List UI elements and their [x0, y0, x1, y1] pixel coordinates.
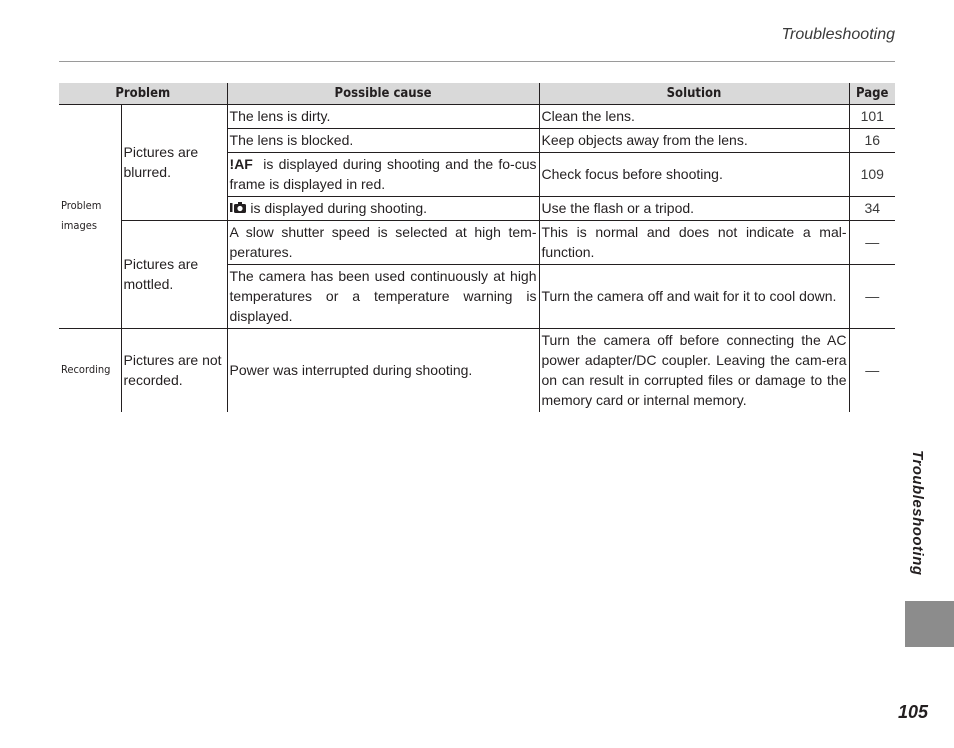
troubleshooting-table	[59, 83, 895, 412]
table-row	[59, 329, 895, 413]
focus-warning-icon: !AF	[229, 156, 253, 172]
side-section-tab	[905, 601, 954, 647]
page-cell: 34	[849, 197, 895, 221]
page-cell: 109	[849, 153, 895, 197]
solution-cell: Keep objects away from the lens.	[539, 129, 849, 153]
cause-cell: The camera has been used continuously at high temperatures or a temperature warning is displayed.	[227, 265, 539, 329]
column-header-solution: Solution	[539, 83, 849, 105]
solution-cell: This is normal and does not indicate a mal-function.	[539, 221, 849, 265]
problem-cell: Pictures are blurred.	[121, 105, 227, 221]
table-header-row	[59, 83, 895, 105]
cause-cell: The lens is dirty.	[227, 105, 539, 129]
solution-cell: Check focus before shooting.	[539, 153, 849, 197]
cause-cell: Power was interrupted during shooting.	[227, 329, 539, 413]
problem-cell: Pictures are not recorded.	[121, 329, 227, 413]
page-cell: 101	[849, 105, 895, 129]
page-number: 105	[898, 702, 929, 722]
cause-cell	[227, 153, 539, 197]
side-section-label: Troubleshooting	[909, 450, 926, 576]
page-cell: —	[849, 221, 895, 265]
table-row	[59, 221, 895, 265]
cause-cell: The lens is blocked.	[227, 129, 539, 153]
solution-cell: Turn the camera off and wait for it to cool down.	[539, 265, 849, 329]
cause-cell: A slow shutter speed is selected at high tem-peratures.	[227, 221, 539, 265]
camera-shake-icon	[230, 200, 247, 216]
table-row	[59, 105, 895, 129]
solution-cell: Use the flash or a tripod.	[539, 197, 849, 221]
header-rule	[59, 61, 895, 62]
problem-cell: Pictures are mottled.	[121, 221, 227, 329]
column-header-page: Page	[849, 83, 895, 105]
solution-cell: Clean the lens.	[539, 105, 849, 129]
cause-cell	[227, 197, 539, 221]
column-header-problem: Problem	[59, 83, 227, 105]
page-cell: —	[849, 265, 895, 329]
page-cell: —	[849, 329, 895, 413]
column-header-possible-cause: Possible cause	[227, 83, 539, 105]
cause-text: is displayed during shooting and the fo-cus frame is displayed in red.	[229, 156, 537, 192]
page-cell: 16	[849, 129, 895, 153]
solution-cell: Turn the camera off before connecting the AC power adapter/DC coupler. Leaving the cam-era on can result in corrupted files or damage to the memory card or internal memory.	[539, 329, 849, 413]
cause-text: is displayed during shooting.	[250, 200, 428, 216]
category-cell: Recording	[59, 329, 121, 413]
category-cell: Problem images	[59, 105, 121, 329]
running-header-title: Troubleshooting	[781, 26, 895, 43]
